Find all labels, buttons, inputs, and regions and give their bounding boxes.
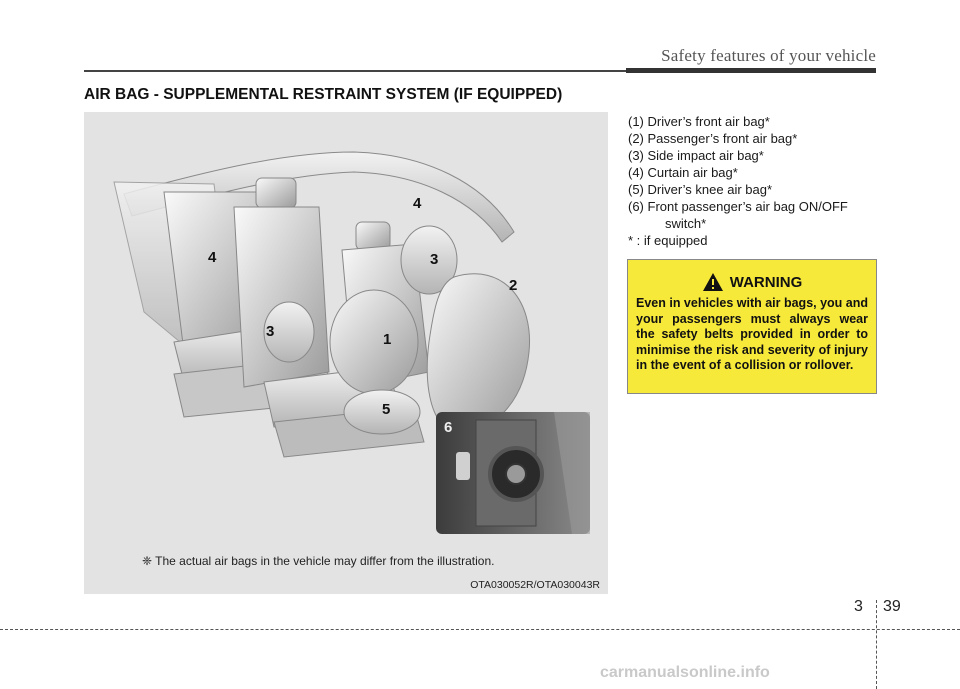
- warning-box: [627, 259, 877, 394]
- legend-item: (6) Front passenger’s air bag ON/OFF: [628, 199, 848, 214]
- driver-front-airbag: [330, 290, 418, 394]
- callout-6: 6: [444, 419, 453, 436]
- warning-header: [636, 272, 868, 292]
- legend-footnote: * : if equipped: [628, 233, 708, 248]
- airbag-illustration: [84, 112, 608, 594]
- legend-item: (3) Side impact air bag*: [628, 148, 764, 163]
- callout-2: 2: [509, 277, 518, 294]
- callout-4-rear: 4: [208, 249, 217, 266]
- passenger-front-airbag: [427, 274, 529, 432]
- legend-item: (5) Driver’s knee air bag*: [628, 182, 773, 197]
- header-rule-accent: [626, 68, 876, 73]
- callout-3-rear: 3: [266, 323, 275, 340]
- footer-vertical-rule: [876, 600, 877, 689]
- warning-title: WARNING: [729, 273, 803, 291]
- onoff-switch-graphic: [506, 464, 526, 484]
- airbag-drawing: [84, 112, 608, 594]
- warning-text: Even in vehicles with air bags, you and your passengers must always wear the safety belts provided in order to minimise the risk and severity of injury in the event of a collision or rollover.: [636, 296, 869, 372]
- section-title: AIR BAG - SUPPLEMENTAL RESTRAINT SYSTEM (IF EQUIPPED): [84, 86, 563, 103]
- header-title: Safety features of your vehicle: [661, 46, 876, 65]
- page-number: 39: [883, 598, 901, 615]
- legend-item-continuation: switch*: [665, 216, 707, 231]
- callout-5: 5: [382, 401, 391, 418]
- legend-item: (4) Curtain air bag*: [628, 165, 738, 180]
- callout-4-front: 4: [413, 195, 422, 212]
- airbag-legend: [628, 113, 888, 249]
- switch-inset-panel: [456, 452, 470, 480]
- watermark: carmanualsonline.info: [600, 664, 770, 681]
- callout-3-front: 3: [430, 251, 439, 268]
- driver-headrest: [256, 178, 296, 208]
- chapter-number: 3: [854, 598, 863, 615]
- warning-triangle-icon: [702, 272, 724, 292]
- illustration-note: ❈ The actual air bags in the vehicle may differ from the illustration.: [142, 554, 495, 568]
- callout-1: 1: [383, 331, 392, 348]
- legend-item: (2) Passenger’s front air bag*: [628, 131, 798, 146]
- passenger-headrest: [356, 222, 390, 250]
- legend-item: (1) Driver’s front air bag*: [628, 114, 770, 129]
- illustration-code: OTA030052R/OTA030043R: [470, 579, 600, 591]
- footer-dashed-rule: [0, 629, 960, 630]
